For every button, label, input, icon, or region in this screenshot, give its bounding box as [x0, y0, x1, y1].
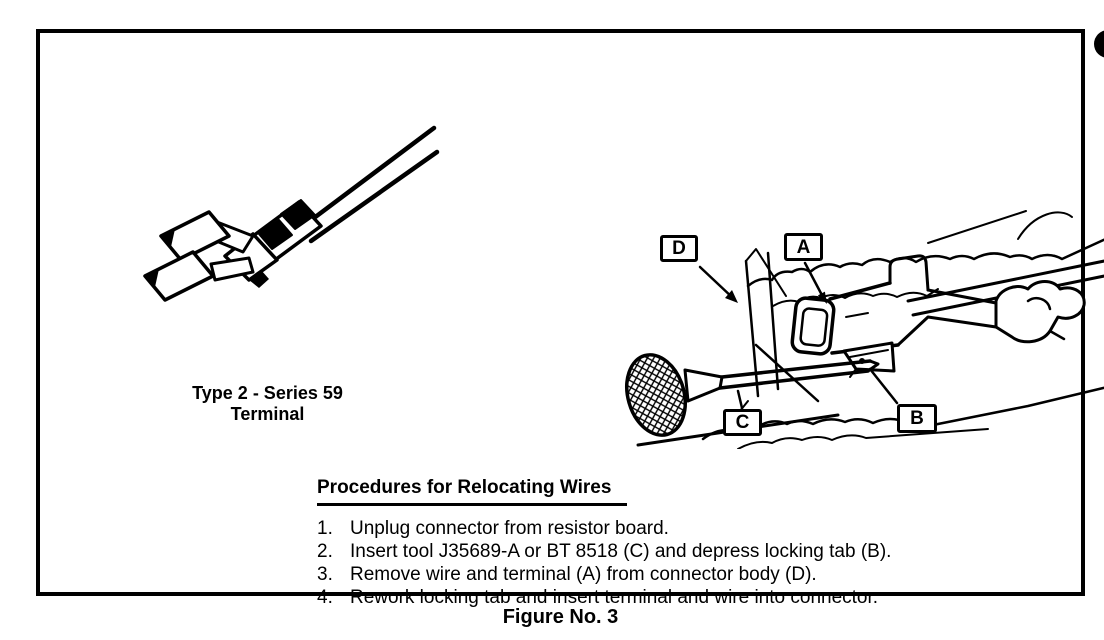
step-text: Remove wire and terminal (A) from connector body (D). — [350, 564, 817, 585]
callout-box-b — [897, 404, 937, 433]
series59-terminal-illustration — [125, 118, 470, 353]
callout-letter-d: D — [672, 238, 686, 259]
step-number: 2. — [317, 541, 333, 562]
procedures-steps — [317, 517, 977, 609]
step-text: Unplug connector from resistor board. — [350, 518, 669, 539]
callout-box-a — [784, 233, 823, 261]
procedures-heading: Procedures for Relocating Wires — [317, 477, 627, 506]
terminal-body-icon — [145, 200, 321, 300]
step-text: Rework locking tab and insert terminal and wire into connector. — [350, 587, 879, 608]
callout-letter-a: A — [796, 236, 811, 258]
step-number: 3. — [317, 564, 333, 585]
figure-caption: Figure No. 3 — [502, 606, 619, 628]
terminal-caption-line2: Terminal — [230, 404, 305, 424]
procedures-block — [317, 477, 977, 609]
page-edge-dot-icon — [1094, 30, 1104, 58]
terminal-caption — [150, 383, 385, 425]
procedure-step — [317, 540, 977, 563]
callout-box-d — [660, 235, 698, 262]
wire-terminal-loop — [996, 282, 1084, 342]
procedure-step — [317, 517, 977, 540]
step-number: 1. — [317, 518, 333, 539]
step-text: Insert tool J35689-A or BT 8518 (C) and depress locking tab (B). — [350, 541, 892, 562]
callout-letter-c: C — [735, 412, 750, 433]
terminal-caption-line1: Type 2 - Series 59 — [192, 383, 343, 403]
callout-letter-b: B — [910, 408, 924, 429]
step-number: 4. — [317, 587, 333, 608]
procedure-step — [317, 563, 977, 586]
callout-box-c — [723, 409, 762, 436]
figure-border-box — [36, 29, 1085, 608]
